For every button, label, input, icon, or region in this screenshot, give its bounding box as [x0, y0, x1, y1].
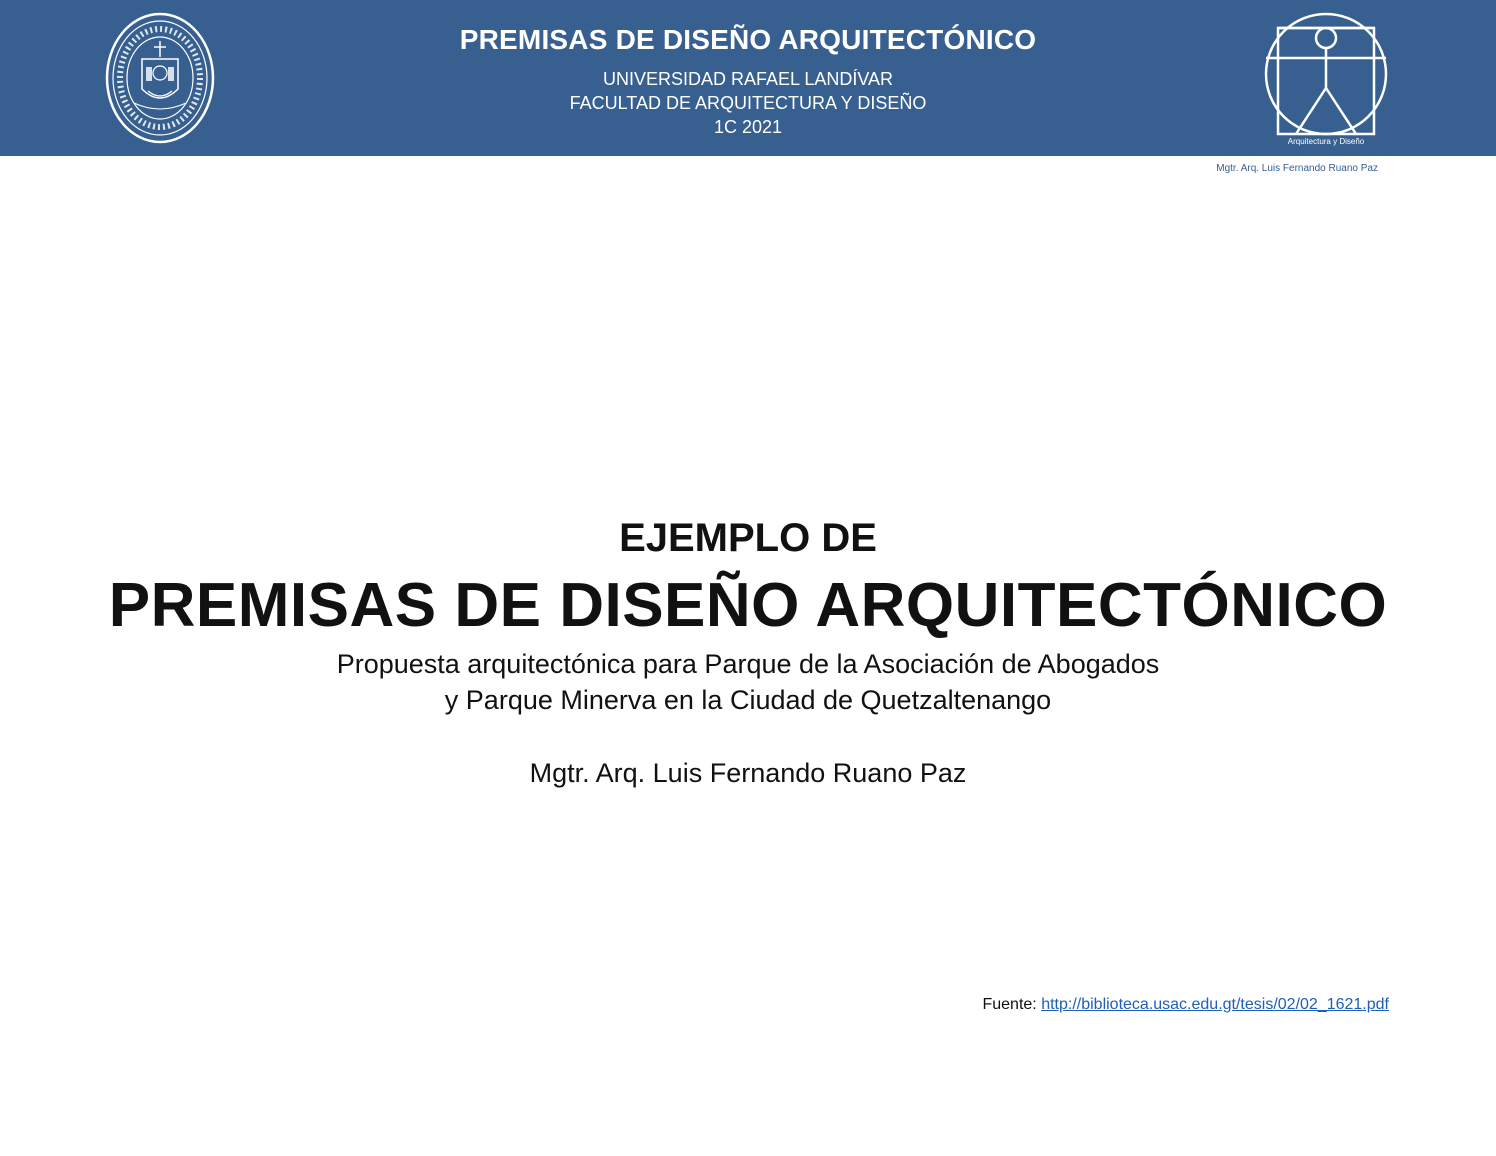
header-title: PREMISAS DE DISEÑO ARQUITECTÓNICO — [459, 24, 1037, 55]
cover-eyebrow: EJEMPLO DE — [619, 516, 877, 560]
cover-author: Mgtr. Arq. Luis Fernando Ruano Paz — [529, 758, 967, 788]
cover-subtitle-line2: y Parque Minerva en la Ciudad de Quetzaltenango — [444, 685, 1052, 715]
source-label: Fuente: — [982, 996, 1037, 1013]
cover-subtitle-line1: Propuesta arquitectónica para Parque de la Asociación de Abogados — [336, 649, 1160, 679]
source-note — [982, 996, 1389, 1014]
header-banner — [0, 0, 1496, 156]
logo-caption: Arquitectura y Diseño — [1287, 137, 1365, 146]
cover-title: PREMISAS DE DISEÑO ARQUITECTÓNICO — [108, 571, 1388, 640]
header-author: Mgtr. Arq. Luis Fernando Ruano Paz — [1216, 163, 1378, 174]
faculty-name: FACULTAD DE ARQUITECTURA Y DISEÑO — [569, 93, 927, 113]
university-name: UNIVERSIDAD RAFAEL LANDÍVAR — [602, 69, 894, 89]
term-label: 1C 2021 — [713, 117, 783, 137]
vitruvian-logo-icon — [1262, 10, 1390, 150]
source-link[interactable]: http://biblioteca.usac.edu.gt/tesis/02/02_1621.pdf — [1041, 996, 1389, 1013]
